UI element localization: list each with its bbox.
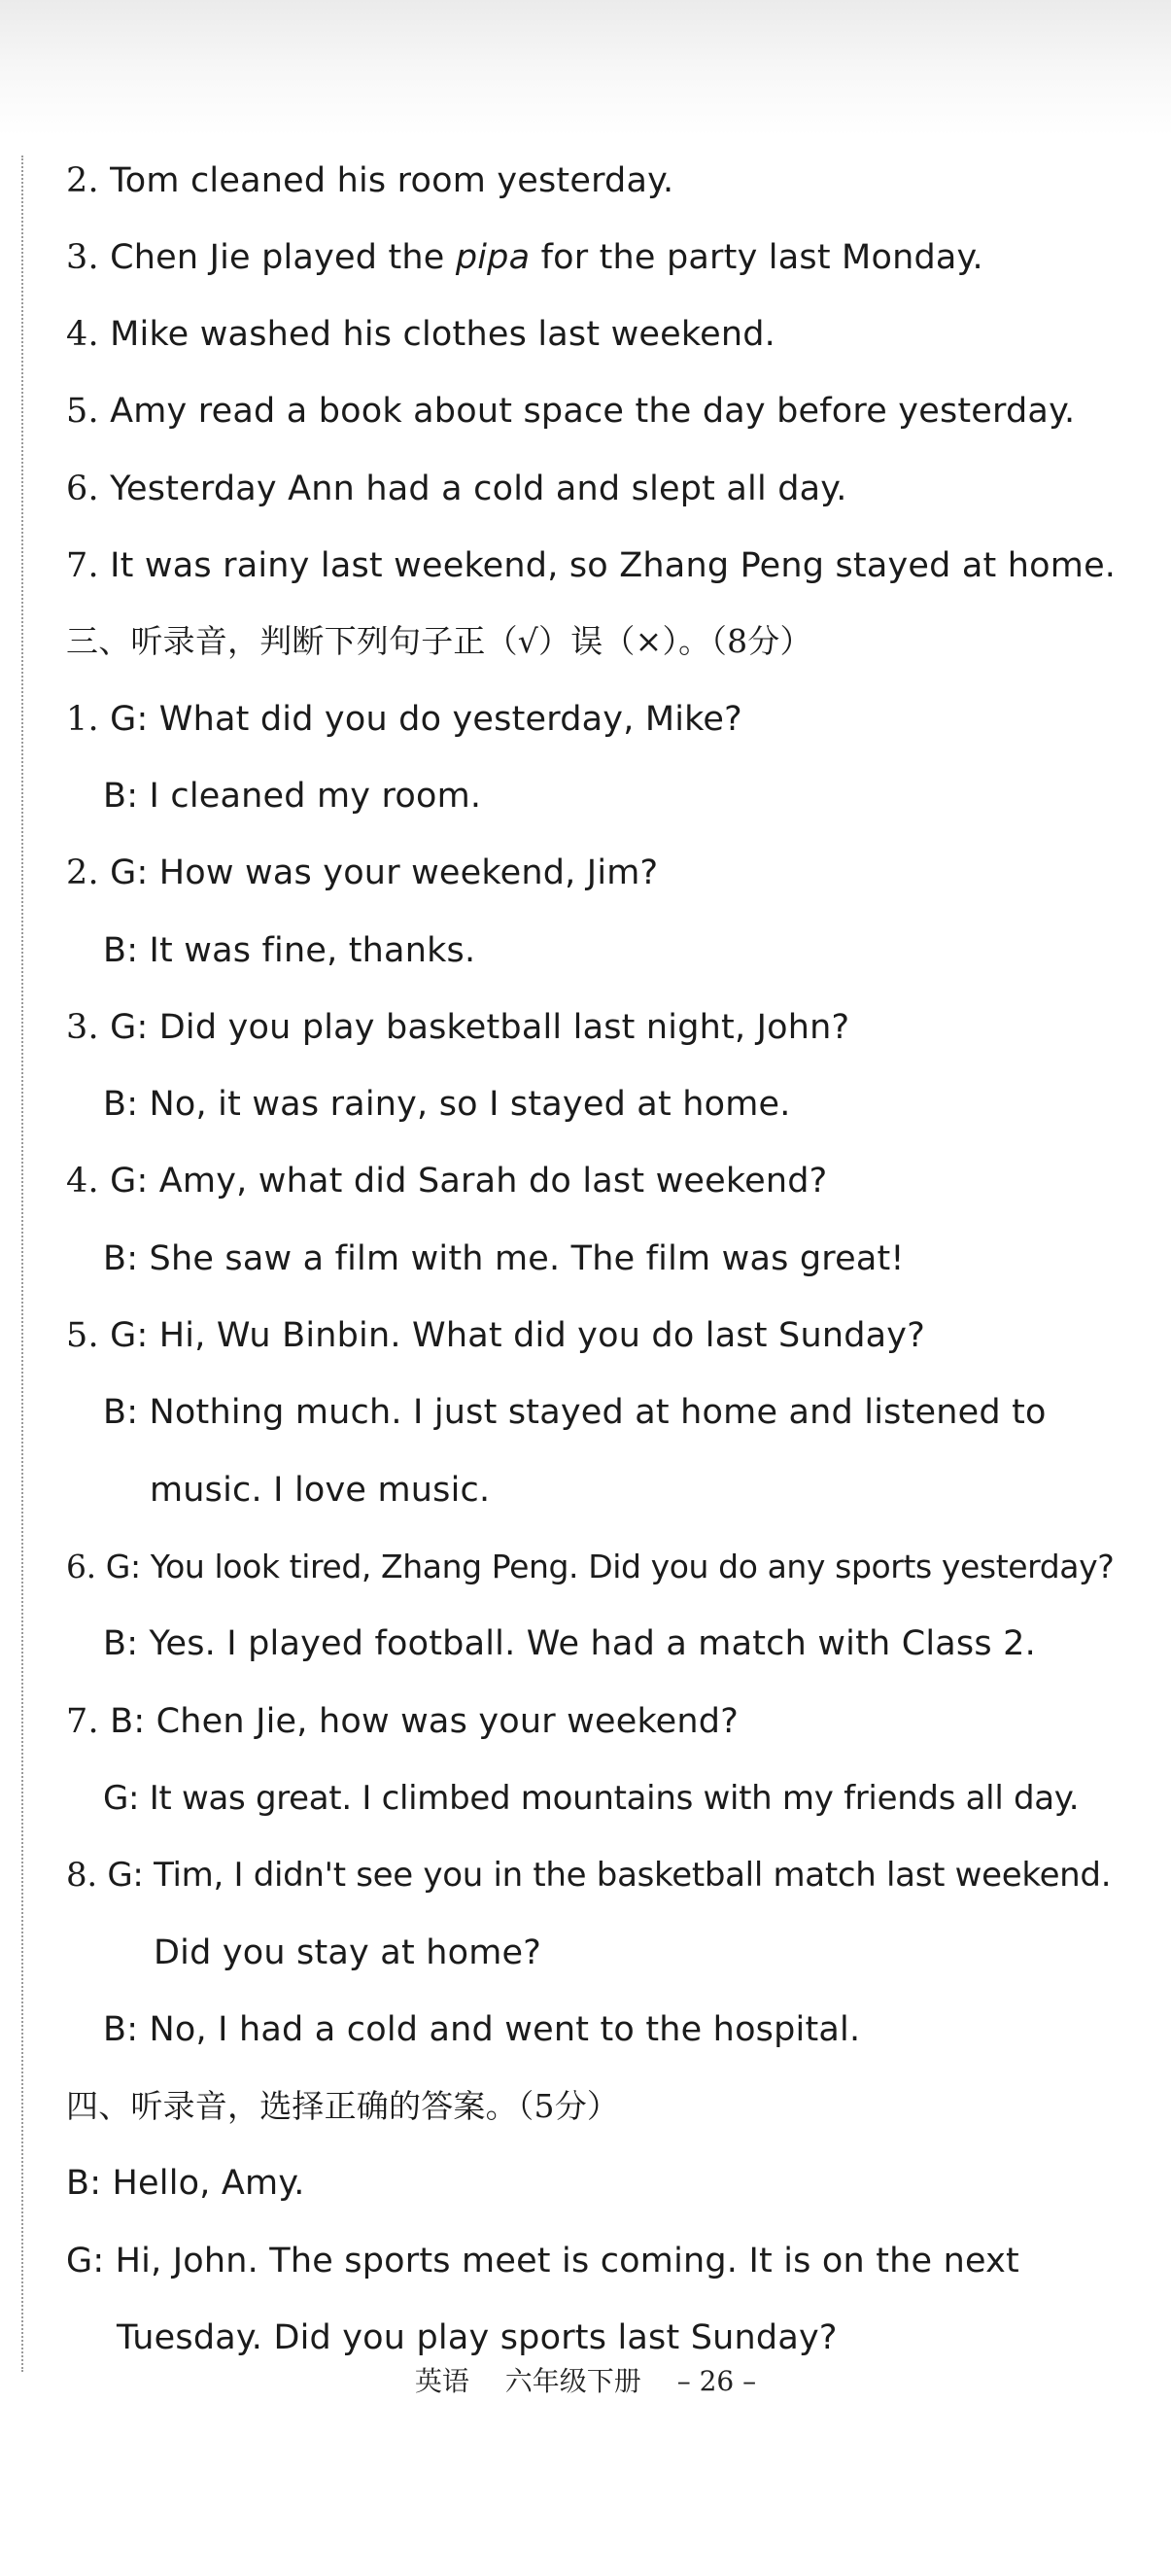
section-4-heading: 四、听录音，选择正确的答案。（5分） <box>66 2087 620 2125</box>
item-number: 5. <box>66 392 99 431</box>
dialogue-4-line-1 <box>66 1160 827 1202</box>
section-4-line-1: B: Hello, Amy. <box>66 2164 305 2203</box>
dialogue-text: G: Did you play basketball last night, John? <box>110 1008 850 1047</box>
sentence-text-end: for the party last Monday. <box>530 238 983 277</box>
item-number: 8. <box>66 1856 97 1895</box>
dialogue-7-line-2: G: It was great. I climbed mountains with my friends all day. <box>103 1779 1080 1818</box>
dialogue-text: G: Tim, I didn't see you in the basketball match last weekend. <box>107 1856 1112 1895</box>
dialogue-8-line-2: Did you stay at home? <box>154 1933 541 1972</box>
section-3-heading: 三、听录音，判断下列句子正（√）误（×）。（8分） <box>66 622 812 660</box>
sentence-4 <box>66 313 775 356</box>
sentence-text: It was rainy last weekend, so Zhang Peng stayed at home. <box>110 546 1117 585</box>
sentence-5 <box>66 390 1075 433</box>
dialogue-8-line-1 <box>66 1854 1111 1897</box>
item-number: 6. <box>66 1548 96 1585</box>
sentence-text: Tom cleaned his room yesterday. <box>110 161 674 200</box>
footer-grade: 六年级下册 <box>504 2365 641 2397</box>
scan-shadow <box>0 0 1171 136</box>
dialogue-1-line-2: B: I cleaned my room. <box>103 777 482 816</box>
dialogue-text: G: What did you do yesterday, Mike? <box>110 700 742 739</box>
dialogue-6-line-1 <box>66 1546 1114 1588</box>
dialogue-5-line-1 <box>66 1314 925 1357</box>
dialogue-2-line-2: B: It was fine, thanks. <box>103 931 476 970</box>
dialogue-5-line-3: music. I love music. <box>150 1471 491 1510</box>
item-number: 3. <box>66 238 99 277</box>
dialogue-1-line-1 <box>66 698 742 741</box>
item-number: 7. <box>66 546 99 585</box>
sentence-7 <box>66 544 1116 587</box>
sentence-text: Yesterday Ann had a cold and slept all day. <box>110 470 847 508</box>
item-number: 4. <box>66 315 99 354</box>
item-number: 3. <box>66 1008 99 1047</box>
dialogue-7-line-1 <box>66 1700 739 1743</box>
sentence-2 <box>66 159 673 202</box>
dialogue-8-line-3: B: No, I had a cold and went to the hospital. <box>103 2010 861 2049</box>
item-number: 7. <box>66 1702 99 1741</box>
item-number: 1. <box>66 700 99 739</box>
section-4-line-2: G: Hi, John. The sports meet is coming. It is on the next <box>66 2242 1019 2280</box>
dialogue-6-line-2: B: Yes. I played football. We had a match with Class 2. <box>103 1624 1036 1663</box>
dialogue-3-line-2: B: No, it was rainy, so I stayed at home. <box>103 1085 791 1124</box>
item-number: 6. <box>66 470 99 508</box>
dialogue-4-line-2: B: She saw a film with me. The film was great! <box>103 1239 905 1278</box>
page-footer <box>0 2360 1171 2399</box>
section-4-line-3: Tuesday. Did you play sports last Sunday? <box>117 2318 838 2357</box>
sentence-6 <box>66 468 847 510</box>
item-number: 2. <box>66 161 99 200</box>
dialogue-text: G: How was your weekend, Jim? <box>110 853 659 892</box>
dialogue-2-line-1 <box>66 852 658 894</box>
sentence-3 <box>66 236 983 279</box>
dialogue-5-line-2: B: Nothing much. I just stayed at home and listened to <box>103 1393 1047 1432</box>
item-number: 2. <box>66 853 99 892</box>
sentence-italic-word: pipa <box>455 238 531 277</box>
sentence-text: Mike washed his clothes last weekend. <box>110 315 775 354</box>
item-number: 4. <box>66 1162 99 1201</box>
dialogue-text: B: Chen Jie, how was your weekend? <box>110 1702 739 1741</box>
dialogue-text: G: You look tired, Zhang Peng. Did you do any sports yesterday? <box>105 1548 1115 1585</box>
page-number: – 26 – <box>676 2365 757 2397</box>
item-number: 5. <box>66 1316 99 1355</box>
dialogue-3-line-1 <box>66 1006 849 1049</box>
margin-rule <box>21 156 23 2372</box>
dialogue-text: G: Hi, Wu Binbin. What did you do last Sunday? <box>110 1316 925 1355</box>
sentence-text: Amy read a book about space the day before yesterday. <box>110 392 1076 431</box>
dialogue-text: G: Amy, what did Sarah do last weekend? <box>110 1162 828 1201</box>
footer-subject: 英语 <box>414 2365 469 2397</box>
sentence-text-start: Chen Jie played the <box>110 238 456 277</box>
